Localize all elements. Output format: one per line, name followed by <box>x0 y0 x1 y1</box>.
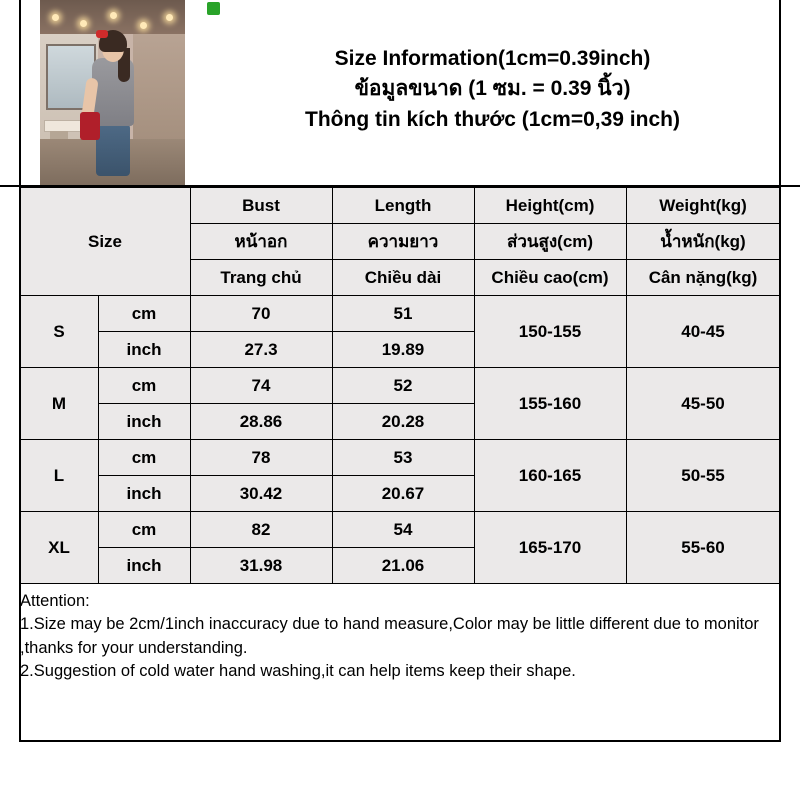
model-hair-bow <box>96 30 108 38</box>
size-table <box>20 187 781 584</box>
attention-heading: Attention: <box>20 592 90 610</box>
row-unit-inch: inch <box>98 476 190 512</box>
attention-line-2: 2.Suggestion of cold water hand washing,it can help items keep their shape. <box>20 662 576 681</box>
header-bust-th: หน้าอก <box>190 224 332 260</box>
row-unit-inch: inch <box>98 332 190 368</box>
row-size-label: L <box>20 440 98 512</box>
row-bust-inch: 30.42 <box>190 476 332 512</box>
row-length-cm: 51 <box>332 296 474 332</box>
row-height: 160-165 <box>474 440 626 512</box>
row-weight: 50-55 <box>626 440 780 512</box>
header-weight-th: น้ำหนัก(kg) <box>626 224 780 260</box>
header-height-vi: Chiều cao(cm) <box>474 260 626 296</box>
header-height-th: ส่วนสูง(cm) <box>474 224 626 260</box>
row-height: 155-160 <box>474 368 626 440</box>
row-unit-cm: cm <box>98 368 190 404</box>
bottom-strip <box>0 744 800 800</box>
header-length-th: ความยาว <box>332 224 474 260</box>
row-unit-inch: inch <box>98 548 190 584</box>
ceiling-light-icon <box>52 14 59 21</box>
table-row <box>20 512 780 548</box>
row-height: 150-155 <box>474 296 626 368</box>
title-line-en: Size Information(1cm=0.39inch) <box>334 46 651 70</box>
table-header-row-en <box>20 188 780 224</box>
row-length-cm: 52 <box>332 368 474 404</box>
row-size-label: S <box>20 296 98 368</box>
row-bust-inch: 31.98 <box>190 548 332 584</box>
title-line-th: ข้อมูลขนาด (1 ซม. = 0.39 นิ้ว) <box>354 77 631 101</box>
row-length-inch: 21.06 <box>332 548 474 584</box>
row-weight: 45-50 <box>626 368 780 440</box>
row-unit-cm: cm <box>98 512 190 548</box>
row-bust-cm: 82 <box>190 512 332 548</box>
title-line-vi: Thông tin kích thước (1cm=0,39 inch) <box>305 107 680 131</box>
header <box>0 0 800 187</box>
table-row <box>20 296 780 332</box>
table-row <box>20 368 780 404</box>
row-length-inch: 20.67 <box>332 476 474 512</box>
header-weight-vi: Cân nặng(kg) <box>626 260 780 296</box>
row-height: 165-170 <box>474 512 626 584</box>
ceiling-light-icon <box>80 20 87 27</box>
row-weight: 55-60 <box>626 512 780 584</box>
model-legs <box>96 124 130 176</box>
table-row <box>20 440 780 476</box>
title-block <box>185 0 800 185</box>
header-height-en: Height(cm) <box>474 188 626 224</box>
model-bag <box>80 112 100 140</box>
row-bust-inch: 27.3 <box>190 332 332 368</box>
row-size-label: XL <box>20 512 98 584</box>
row-length-inch: 19.89 <box>332 332 474 368</box>
row-bust-cm: 74 <box>190 368 332 404</box>
row-unit-inch: inch <box>98 404 190 440</box>
row-size-label: M <box>20 368 98 440</box>
row-unit-cm: cm <box>98 296 190 332</box>
attention-line-1: 1.Size may be 2cm/1inch inaccuracy due to hand measure,Color may be little different due to monitor ,thanks for your understanding. <box>20 615 759 657</box>
ceiling-light-icon <box>166 14 173 21</box>
model-photo <box>40 0 185 185</box>
row-weight: 40-45 <box>626 296 780 368</box>
row-bust-cm: 78 <box>190 440 332 476</box>
row-bust-inch: 28.86 <box>190 404 332 440</box>
header-weight-en: Weight(kg) <box>626 188 780 224</box>
header-bust-en: Bust <box>190 188 332 224</box>
row-unit-cm: cm <box>98 440 190 476</box>
row-length-cm: 54 <box>332 512 474 548</box>
header-bust-vi: Trang chủ <box>190 260 332 296</box>
ceiling-light-icon <box>110 12 117 19</box>
header-length-vi: Chiều dài <box>332 260 474 296</box>
row-length-cm: 53 <box>332 440 474 476</box>
row-length-inch: 20.28 <box>332 404 474 440</box>
header-size: Size <box>20 188 190 296</box>
green-square-icon <box>207 2 220 15</box>
header-length-en: Length <box>332 188 474 224</box>
attention-block <box>20 584 780 684</box>
row-bust-cm: 70 <box>190 296 332 332</box>
ceiling-light-icon <box>140 22 147 29</box>
